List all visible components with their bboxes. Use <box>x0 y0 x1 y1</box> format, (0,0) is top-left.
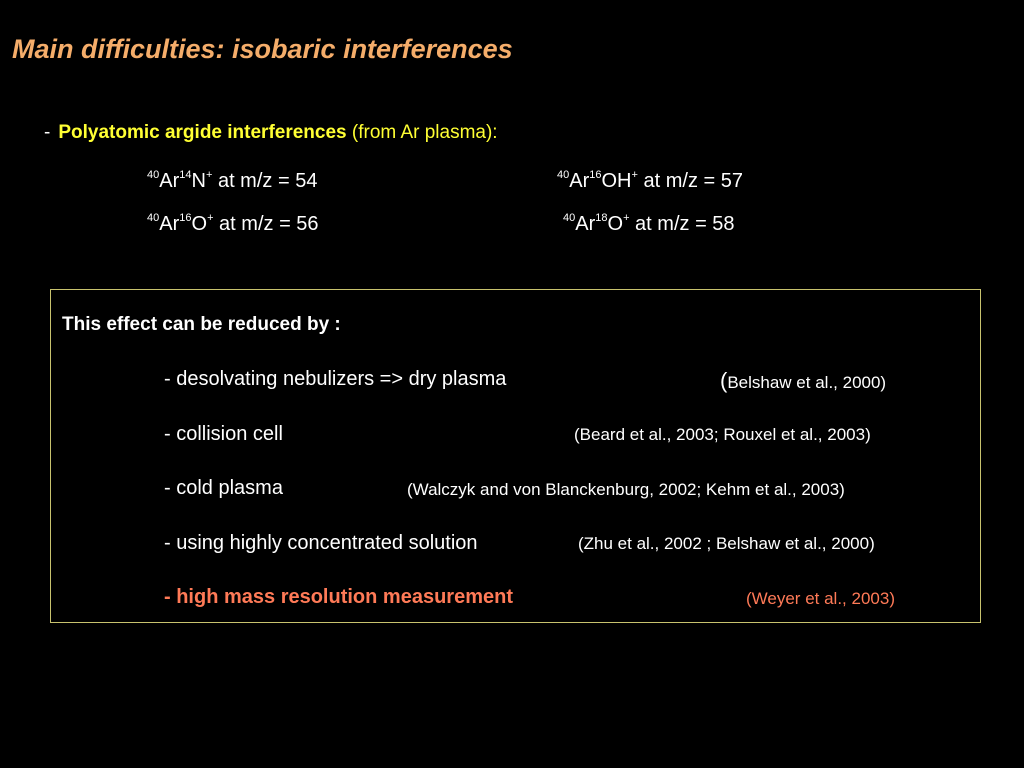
interference-item <box>147 213 319 236</box>
method-reference: (Beard et al., 2003; Rouxel et al., 2003) <box>574 425 871 444</box>
bullet-dash: - <box>44 122 51 143</box>
element: N <box>191 170 206 192</box>
method-reference <box>720 368 886 394</box>
mass-number: 16 <box>589 169 602 181</box>
method-item: - desolvating nebulizers => dry plasma <box>164 368 507 390</box>
mass-to-charge: at m/z = 56 <box>213 213 319 235</box>
element: O <box>607 213 624 235</box>
mass-number: 40 <box>563 212 576 224</box>
method-reference-highlighted: (Weyer et al., 2003) <box>746 589 895 608</box>
interference-item <box>557 170 743 193</box>
reference-text: Belshaw et al., 2000) <box>727 373 887 392</box>
slide-title: Main difficulties: isobaric interferences <box>12 34 513 64</box>
method-reference: (Zhu et al., 2002 ; Belshaw et al., 2000) <box>578 534 875 553</box>
mass-number: 14 <box>179 169 192 181</box>
mass-number: 16 <box>179 212 192 224</box>
method-item: - collision cell <box>164 423 283 445</box>
element: O <box>191 213 208 235</box>
mass-to-charge: at m/z = 54 <box>212 170 318 192</box>
mass-number: 40 <box>147 212 160 224</box>
element: Ar <box>159 213 180 235</box>
charge: + <box>205 169 213 181</box>
mass-to-charge: at m/z = 57 <box>637 170 743 192</box>
reference-paren: ( <box>720 368 728 393</box>
interference-item <box>147 170 317 193</box>
method-item: - cold plasma <box>164 477 283 499</box>
method-item: - using highly concentrated solution <box>164 532 478 554</box>
mass-number: 40 <box>147 169 160 181</box>
bullet-suffix: (from Ar plasma): <box>351 122 498 143</box>
element: Ar <box>575 213 596 235</box>
element: OH <box>601 170 632 192</box>
charge: + <box>623 212 630 224</box>
element: Ar <box>159 170 180 192</box>
mass-number: 18 <box>595 212 608 224</box>
reduction-methods-box <box>50 289 981 623</box>
method-reference: (Walczyk and von Blanckenburg, 2002; Kehm et al., 2003) <box>407 480 845 499</box>
method-item-highlighted: - high mass resolution measurement <box>164 586 513 608</box>
interference-item <box>563 213 735 236</box>
bullet-heading: Polyatomic argide interferences <box>58 122 347 143</box>
element: Ar <box>569 170 590 192</box>
bullet-line <box>44 122 498 144</box>
mass-number: 40 <box>557 169 570 181</box>
charge: + <box>207 212 214 224</box>
box-heading: This effect can be reduced by : <box>62 314 341 335</box>
mass-to-charge: at m/z = 58 <box>629 213 735 235</box>
charge: + <box>631 169 638 181</box>
